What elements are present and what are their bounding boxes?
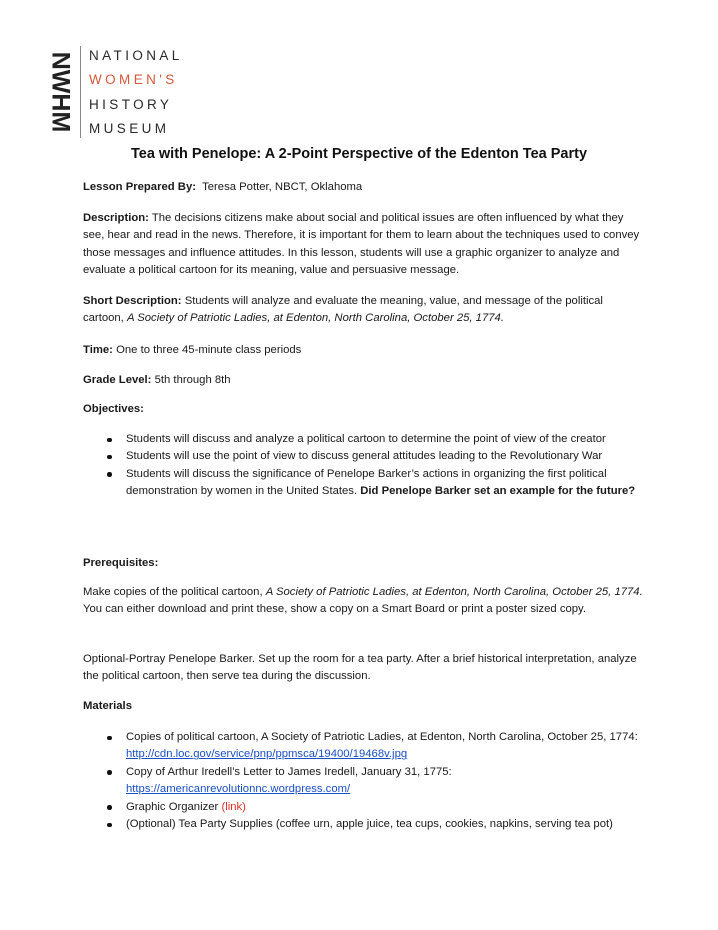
- prerequisites-section: [83, 555, 643, 572]
- objectives-list: [83, 431, 643, 501]
- objective-item: [83, 448, 643, 465]
- material-text: Graphic Organizer: [126, 800, 219, 813]
- short-description-section: [83, 293, 643, 328]
- logo-wordmark: [89, 46, 183, 136]
- logo-word-womens: WOMEN'S: [89, 72, 178, 88]
- cartoon-title: A Society of Patriotic Ladies, at Edenton, North Carolina, October 25, 1774.: [265, 586, 643, 598]
- material-text: Copies of political cartoon, A Society of Patriotic Ladies, at Edenton, North Carolina, October 25, 1774:: [126, 731, 638, 743]
- objectives-heading: Objectives:: [83, 403, 144, 415]
- material-item: [83, 816, 649, 833]
- logo-word-history: HISTORY: [89, 96, 173, 112]
- cartoon-image-link[interactable]: http://cdn.loc.gov/service/pnp/ppmsca/19400/19468v.jpg: [126, 748, 408, 761]
- material-item: [83, 764, 649, 799]
- objective-question: Did Penelope Barker set an example for the future?: [360, 485, 636, 498]
- museum-logo: [47, 46, 183, 138]
- prerequisites-heading: Prerequisites:: [83, 557, 159, 569]
- prepared-by-value: Teresa Potter, NBCT, Oklahoma: [202, 181, 363, 193]
- prereq-optional-text: Optional-Portray Penelope Barker. Set up the room for a tea party. After a brief historical interpretation, analyze the political cartoon, then serve tea during the discussion.: [83, 653, 637, 683]
- prepared-by-label: Lesson Prepared By:: [83, 181, 197, 193]
- objective-text: Students will discuss the significance of Penelope Barker’s actions in organizing the first political demonstration by women in the United States.: [126, 467, 607, 498]
- objective-text: Students will use the point of view to discuss general attitudes leading to the Revolutionary War: [126, 450, 603, 463]
- prerequisites-paragraph-2: [83, 651, 643, 686]
- description-label: Description:: [83, 212, 149, 224]
- description-section: [83, 210, 643, 280]
- objective-item: [83, 466, 643, 501]
- prerequisites-paragraph-1: [83, 584, 643, 619]
- materials-heading: Materials: [83, 700, 132, 712]
- time-value: One to three 45-minute class periods: [116, 344, 302, 356]
- objectives-section: [83, 401, 643, 418]
- time-label: Time:: [83, 344, 113, 356]
- material-item: [83, 729, 649, 764]
- logo-word-museum: MUSEUM: [89, 120, 170, 136]
- logo-word-national: NATIONAL: [89, 48, 183, 63]
- material-text: (Optional) Tea Party Supplies (coffee urn, apple juice, tea cups, cookies, napkins, serving tea pot): [126, 818, 613, 831]
- prereq-text: You can either download and print these, show a copy on a Smart Board or print a poster sized copy.: [83, 603, 587, 616]
- time-section: [83, 342, 643, 359]
- prepared-by: [83, 179, 643, 196]
- grade-level-value: 5th through 8th: [154, 374, 231, 386]
- description-text: The decisions citizens make about social and political issues are often influenced by what they see, hear and read in the news. Therefore, it is important for them to learn about the techniques used to convey those messages and influence attitudes. In this lesson, students will use a graphic organizer to analyze and evaluate a political cartoon for its meaning, value and persuasive message.: [83, 212, 640, 277]
- prereq-text: Make copies of the political cartoon,: [83, 586, 263, 598]
- objective-item: [83, 431, 643, 448]
- iredell-letter-link[interactable]: https://americanrevolutionnc.wordpress.com/: [126, 783, 351, 796]
- materials-section: [83, 698, 643, 715]
- logo-divider: [80, 46, 81, 138]
- grade-level-label: Grade Level:: [83, 374, 152, 386]
- short-description-text: Students will analyze and evaluate the meaning, value, and message of the political cartoon,: [83, 295, 603, 325]
- page-title: Tea with Penelope: A 2-Point Perspective of the Edenton Tea Party: [130, 146, 588, 162]
- material-text: Copy of Arthur Iredell’s Letter to James Iredell, January 31, 1775:: [126, 765, 452, 778]
- cartoon-title: A Society of Patriotic Ladies, at Edenton, North Carolina, October 25, 1774.: [126, 312, 504, 325]
- logo-monogram-text: NWHM: [46, 51, 75, 133]
- logo-monogram: [47, 46, 73, 138]
- short-description-label: Short Description:: [83, 295, 182, 307]
- graphic-organizer-link[interactable]: (link): [221, 800, 246, 813]
- grade-level-section: [83, 372, 643, 389]
- material-item: [83, 799, 649, 816]
- materials-list: [83, 729, 649, 833]
- objective-text: Students will discuss and analyze a political cartoon to determine the point of view of the creator: [126, 433, 606, 445]
